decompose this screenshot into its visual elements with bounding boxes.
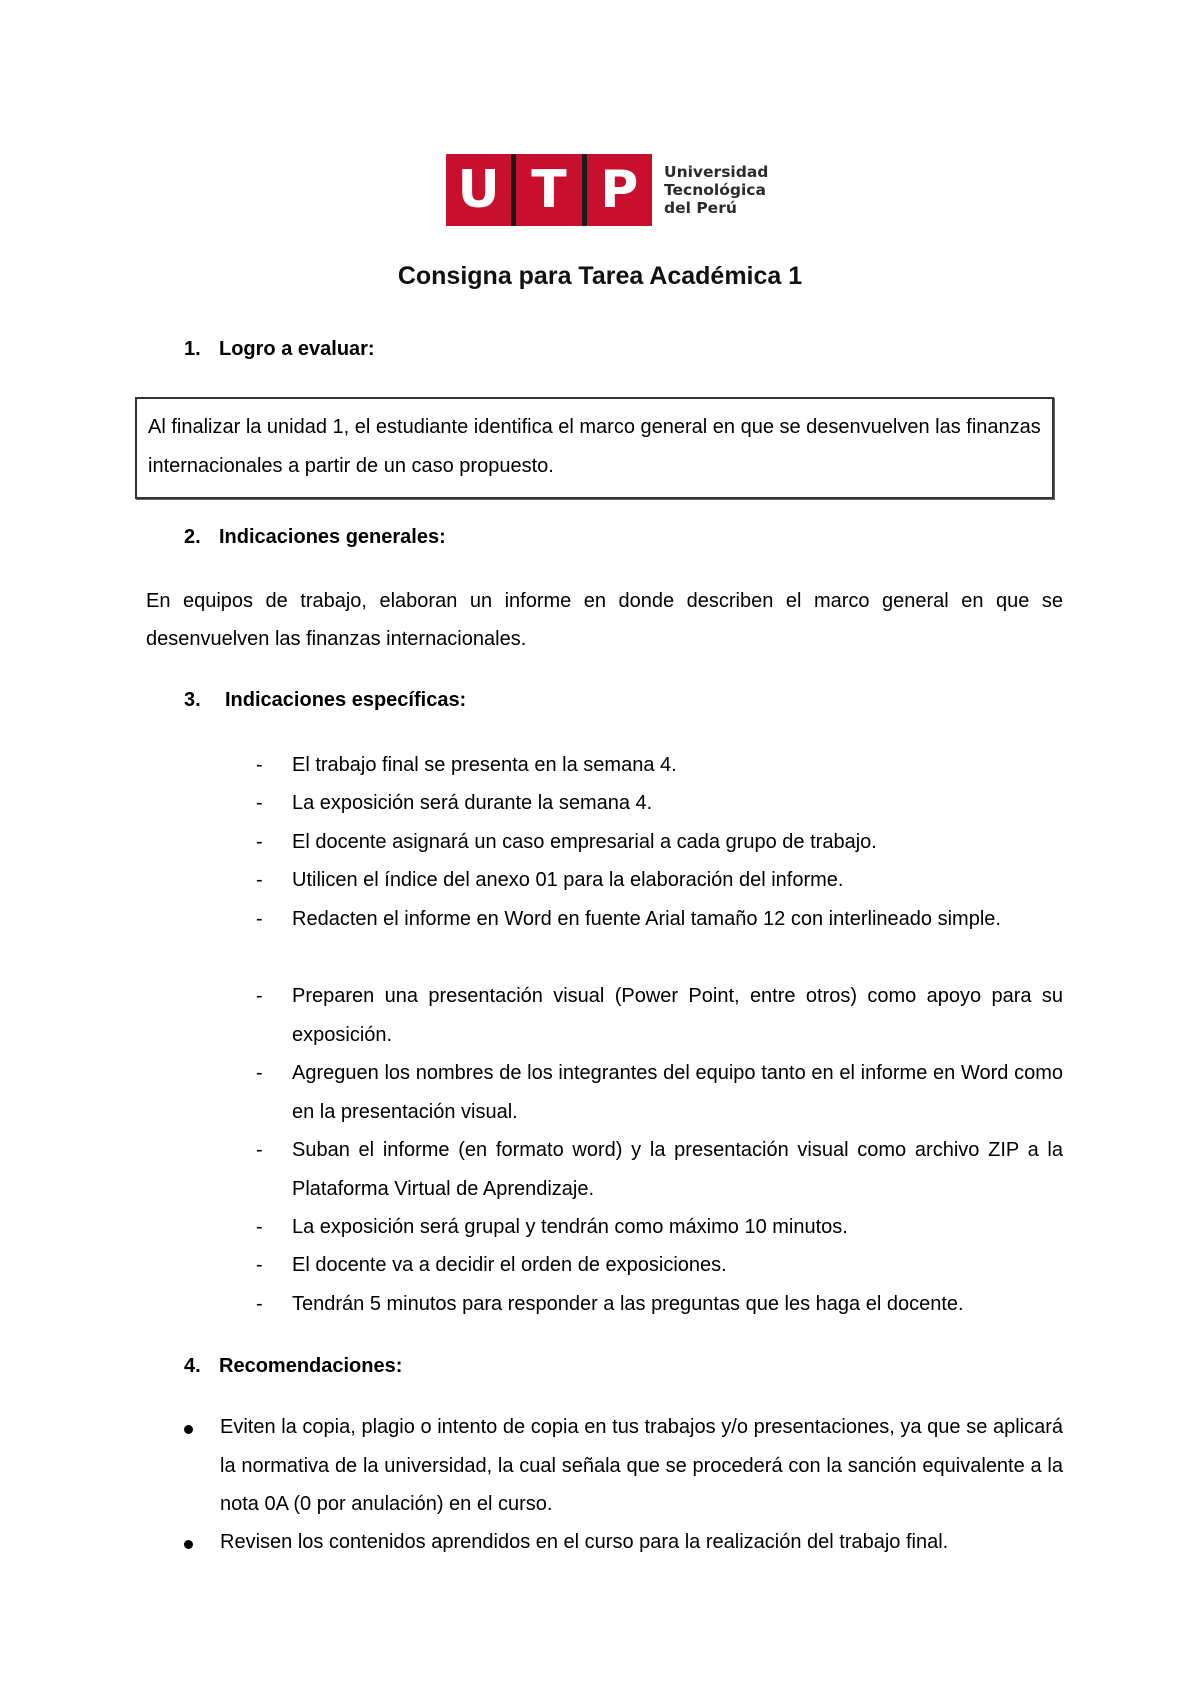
indicaciones-generales-text: En equipos de trabajo, elaboran un informe en donde describen el marco general en que se desenvuelven las finanzas internacionales. (146, 590, 1063, 650)
list-item: El docente va a decidir el orden de exposiciones. (292, 1254, 727, 1276)
section-number: 3. (184, 689, 201, 711)
list-dash: - (256, 908, 263, 930)
logo-name-line: del Perú (664, 199, 737, 217)
section-number: 1. (184, 338, 201, 360)
section-heading-generales (184, 526, 446, 549)
section-label: Indicaciones generales: (219, 526, 446, 548)
list-dash: - (256, 985, 263, 1007)
list-item: La exposición será grupal y tendrán como máximo 10 minutos. (292, 1216, 848, 1238)
section-label: Recomendaciones: (219, 1355, 403, 1377)
list-dash: - (256, 1139, 263, 1161)
logo-letter-p: P (600, 160, 639, 220)
list-item: Agreguen los nombres de los integrantes del equipo tanto en el informe en Word como en la presentación visual. (292, 1062, 1063, 1123)
list-item: El docente asignará un caso empresarial a cada grupo de trabajo. (292, 831, 877, 853)
list-dash: - (256, 1254, 263, 1276)
section-label: Logro a evaluar: (219, 338, 375, 360)
section-label: Indicaciones específicas: (225, 689, 467, 711)
list-item: Tendrán 5 minutos para responder a las preguntas que les haga el docente. (292, 1293, 964, 1315)
section-heading-logro (184, 338, 375, 361)
bullet-icon (184, 1425, 193, 1434)
list-item: Eviten la copia, plagio o intento de copia en tus trabajos y/o presentaciones, ya que se aplicará la normativa de la universidad, la cual señala que se procederá con la sanción equivalente a la nota 0A (0 por anulación) en el curso. (220, 1416, 1063, 1515)
list-item: Utilicen el índice del anexo 01 para la elaboración del informe. (292, 869, 844, 891)
logro-box: Al finalizar la unidad 1, el estudiante identifica el marco general en que se desenvuelven las finanzas internacionales a partir de un caso propuesto. (135, 397, 1054, 499)
section-number: 4. (184, 1355, 201, 1377)
bullet-icon (184, 1540, 193, 1549)
list-item: Revisen los contenidos aprendidos en el curso para la realización del trabajo final. (220, 1531, 949, 1553)
list-item: La exposición será durante la semana 4. (292, 792, 653, 814)
list-item: El trabajo final se presenta en la semana 4. (292, 754, 677, 776)
utp-logo-mark (446, 154, 652, 226)
section-heading-recomendaciones (184, 1355, 402, 1378)
list-item: Suban el informe (en formato word) y la presentación visual como archivo ZIP a la Plataforma Virtual de Aprendizaje. (292, 1139, 1063, 1200)
list-dash: - (256, 792, 263, 814)
list-item: Redacten el informe en Word en fuente Arial tamaño 12 con interlineado simple. (292, 908, 1001, 930)
list-dash: - (256, 1293, 263, 1315)
list-dash: - (256, 1216, 263, 1238)
logo-letter-t: T (531, 160, 567, 220)
list-dash: - (256, 754, 263, 776)
section-heading-especificas (184, 689, 466, 712)
page-title: Consigna para Tarea Académica 1 (397, 262, 803, 290)
logo-letter-u: U (457, 160, 500, 220)
list-dash: - (256, 1062, 263, 1084)
list-dash: - (256, 831, 263, 853)
logo-university-name (664, 163, 768, 217)
utp-logo (446, 154, 768, 226)
logo-name-line: Universidad (664, 163, 769, 181)
list-dash: - (256, 869, 263, 891)
section-number: 2. (184, 526, 201, 548)
list-item: Preparen una presentación visual (Power Point, entre otros) como apoyo para su exposición. (292, 985, 1063, 1046)
logo-name-line: Tecnológica (664, 181, 766, 199)
